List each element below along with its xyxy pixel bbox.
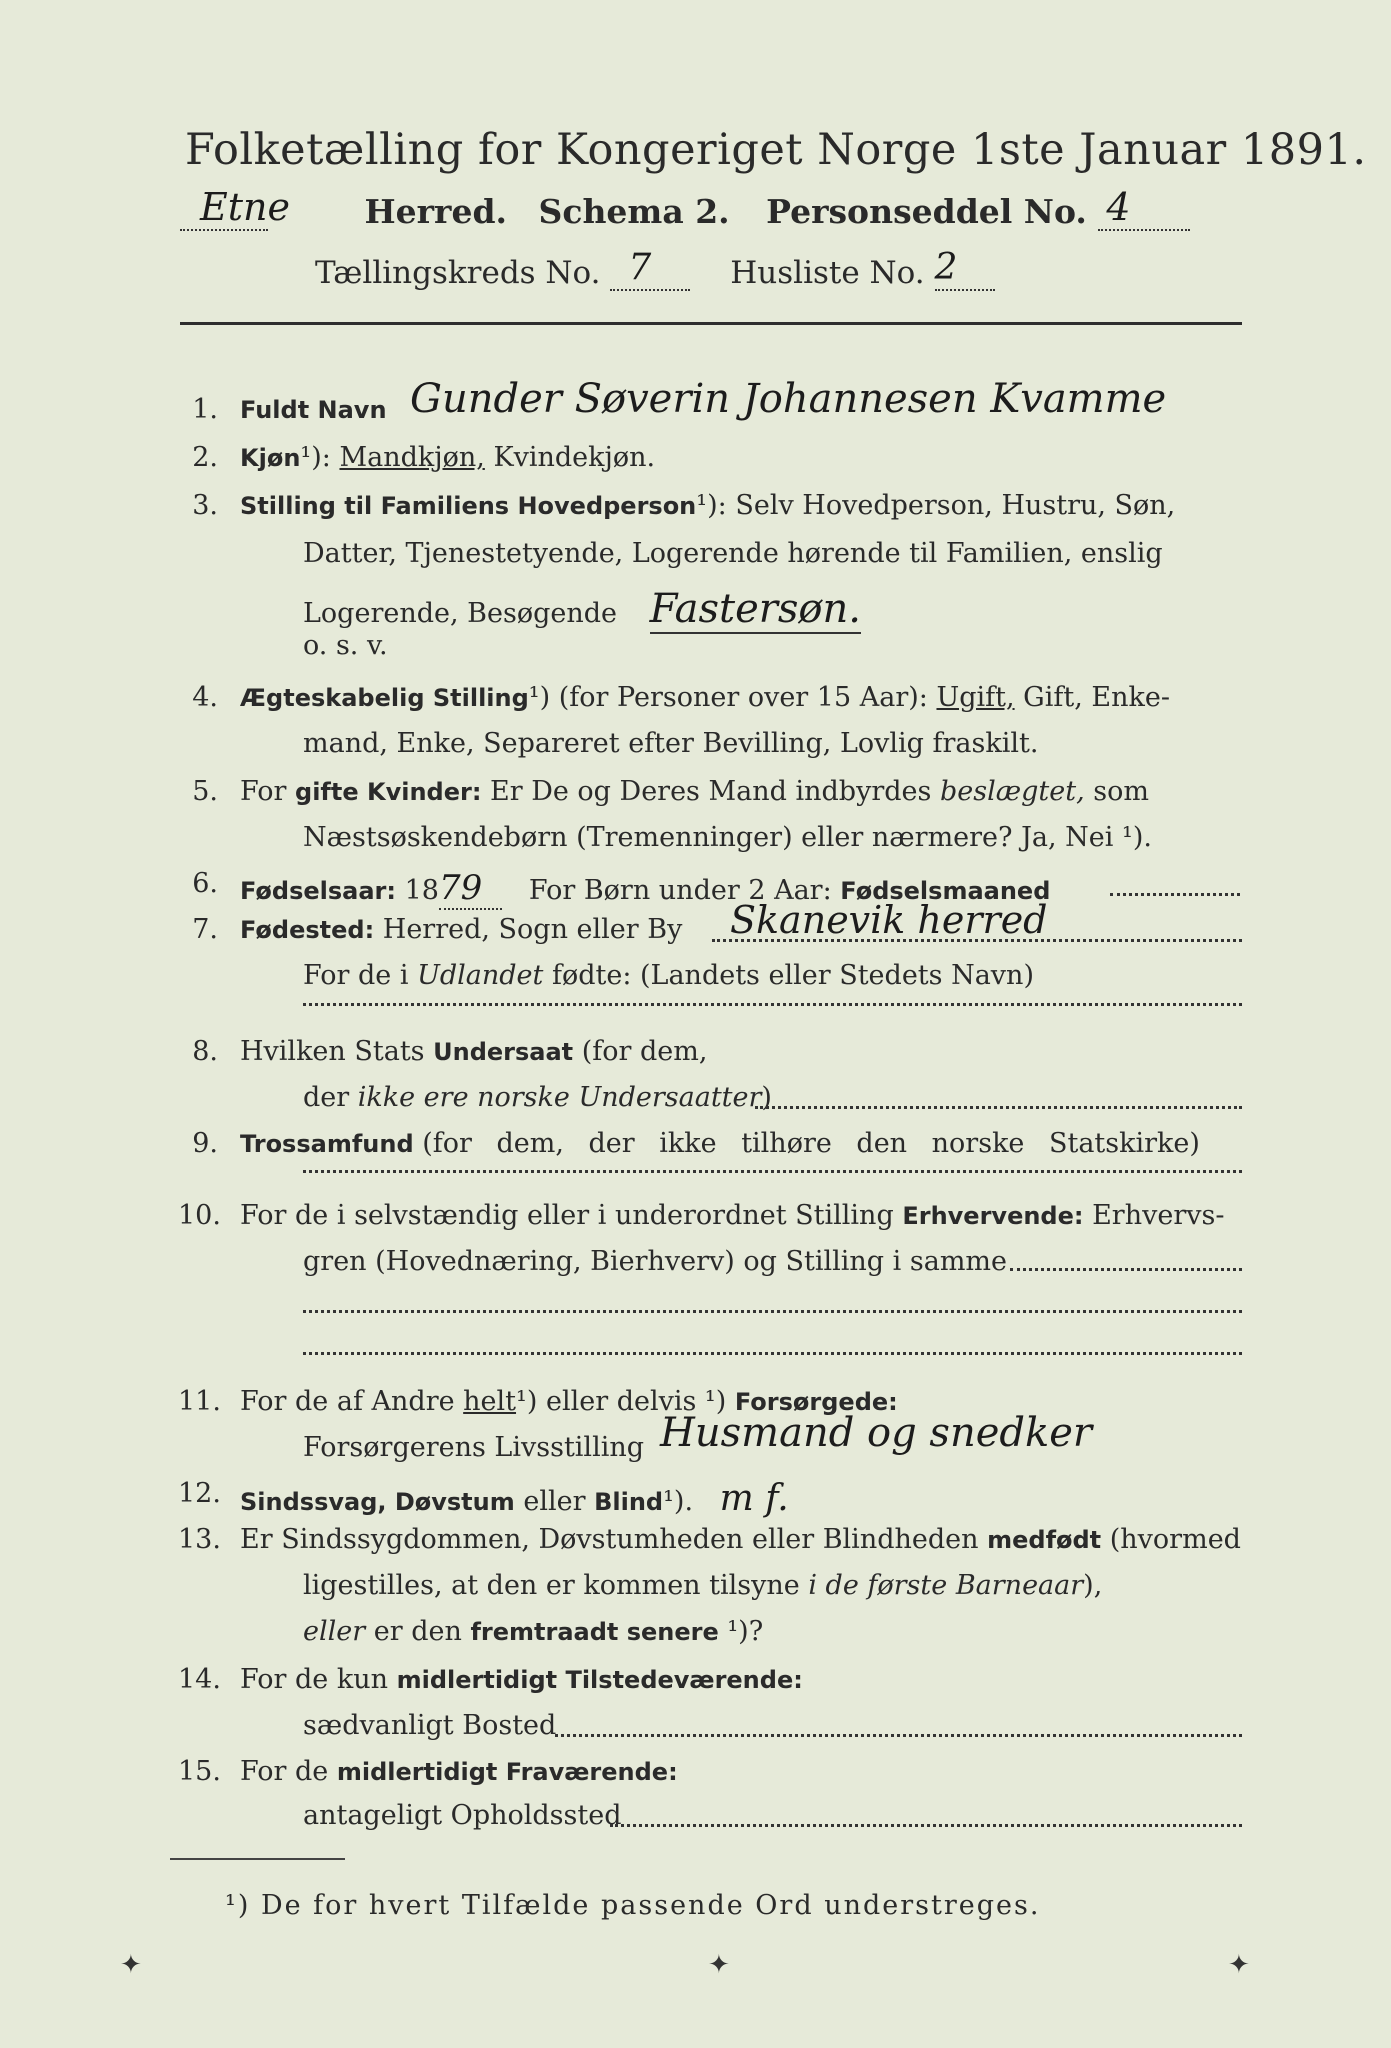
item-13-line2: ligestilles, at den er kommen tilsyne i de første Barneaar), — [303, 1570, 1103, 1601]
footnote: ¹) De for hvert Tilfælde passende Ord understreges. — [225, 1890, 1041, 1921]
item-3-line4: o. s. v. — [303, 630, 388, 661]
husliste-label: Husliste No. — [730, 255, 925, 291]
item-4-line1: Ægteskabelig Stilling¹) (for Personer over 15 Aar): Ugift, Gift, Enke- — [240, 682, 1170, 713]
item-7-line2: For de i Udlandet fødte: (Landets eller Stedets Navn) — [303, 960, 1034, 991]
item-1-label: Fuldt Navn — [240, 396, 387, 424]
herred-field[interactable] — [180, 185, 290, 231]
item-6-text: Fødselsaar: 1879 For Børn under 2 Aar: Fødselsmaaned — [240, 868, 1051, 908]
item-number: 7. — [192, 914, 218, 945]
herred-line — [180, 185, 1240, 232]
item-15-line1: For de midlertidigt Fraværende: — [240, 1756, 678, 1787]
form-title: Folketælling for Kongeriget Norge 1ste Januar 1891. — [185, 125, 1367, 175]
item-8-line1: Hvilken Stats Undersaat (for dem, — [240, 1036, 708, 1067]
nationality-field[interactable] — [755, 1106, 1242, 1109]
item-number: 12. — [178, 1478, 221, 1509]
stilling-value[interactable]: Fastersøn. — [649, 586, 861, 632]
provider-occupation-value[interactable]: Husmand og snedker — [660, 1410, 1093, 1456]
occupation-field-3[interactable] — [303, 1352, 1242, 1355]
birth-year-value[interactable]: 79 — [439, 868, 502, 910]
item-number: 2. — [192, 442, 218, 473]
disability-value[interactable]: m f. — [719, 1478, 789, 1519]
birthplace-field — [712, 939, 1242, 942]
footnote-rule — [170, 1858, 345, 1860]
personseddel-no: 4 — [1106, 185, 1131, 229]
kreds-field[interactable] — [610, 247, 690, 291]
item-3-line2: Datter, Tjenestetyende, Logerende hørende til Familien, enslig — [303, 538, 1163, 569]
occupation-field-2[interactable] — [303, 1310, 1242, 1313]
item-5-line1: For gifte Kvinder: Er De og Deres Mand indbyrdes beslægtet, som — [240, 776, 1149, 807]
temporary-residence-field[interactable] — [610, 1824, 1242, 1827]
item-number: 13. — [178, 1524, 221, 1555]
husliste-field[interactable] — [934, 247, 995, 291]
item-3-line3: Logerende, Besøgende Fastersøn. — [303, 586, 861, 632]
item-14-line1: For de kun midlertidigt Tilstedeværende: — [240, 1664, 803, 1695]
item-number: 8. — [192, 1036, 218, 1067]
item-number: 9. — [192, 1128, 218, 1159]
usual-residence-field[interactable] — [555, 1734, 1242, 1737]
item-9-line1: Trossamfund (for dem, der ikke tilhøre den norske Statskirke) — [240, 1128, 1200, 1159]
item-10-line2: gren (Hovednæring, Bierhverv) og Stilling i samme — [303, 1246, 1008, 1277]
birth-month-field[interactable] — [1110, 893, 1240, 896]
forsorget-selected-option: helt — [463, 1386, 517, 1417]
item-7-line1: Fødested: Herred, Sogn eller By — [240, 914, 683, 945]
item-8-line2: der ikke ere norske Undersaatter) — [303, 1082, 772, 1113]
personseddel-field[interactable] — [1098, 185, 1190, 231]
item-number: 5. — [192, 776, 218, 807]
item-number: 3. — [192, 490, 218, 521]
item-4-line2: mand, Enke, Separeret efter Bevilling, Lovlig fraskilt. — [303, 728, 1039, 759]
item-13-line3: eller er den fremtraadt senere ¹)? — [303, 1616, 764, 1647]
registration-mark-icon: ✦ — [120, 1950, 142, 1980]
item-number: 6. — [192, 868, 218, 899]
registration-mark-icon: ✦ — [1228, 1950, 1250, 1980]
item-3-line1: Stilling til Familiens Hovedperson¹): Selv Hovedperson, Hustru, Søn, — [240, 490, 1176, 521]
religion-field[interactable] — [303, 1170, 1242, 1173]
item-11-line2: Forsørgerens Livsstilling — [303, 1432, 645, 1463]
item-15-line2: antageligt Opholdssted — [303, 1800, 622, 1831]
header-rule — [180, 322, 1242, 325]
item-number: 4. — [192, 682, 218, 713]
kreds-line — [315, 247, 995, 291]
kreds-label: Tællingskreds No. — [315, 255, 601, 291]
item-2-text: Kjøn¹): Mandkjøn, Kvindekjøn. — [240, 442, 656, 473]
herred-label: Herred. — [364, 192, 508, 231]
item-5-line2: Næstsøskendebørn (Tremenninger) eller nærmere? Ja, Nei ¹). — [303, 822, 1152, 853]
item-11-line1: For de af Andre helt¹) eller delvis ¹) Forsørgede: — [240, 1386, 898, 1417]
occupation-field-1[interactable] — [1010, 1268, 1242, 1271]
item-number: 1. — [192, 394, 218, 425]
kjon-selected-option: Mandkjøn, — [339, 442, 485, 473]
item-number: 10. — [178, 1200, 221, 1231]
schema-label: Schema 2. — [538, 192, 730, 231]
item-number: 15. — [178, 1756, 221, 1787]
marital-selected-option: Ugift, — [936, 682, 1015, 713]
full-name-value[interactable]: Gunder Søverin Johannesen Kvamme — [410, 376, 1167, 422]
husliste-no: 2 — [934, 247, 958, 288]
kreds-no: 7 — [628, 247, 652, 288]
item-14-line2: sædvanligt Bosted — [303, 1710, 557, 1741]
item-number: 11. — [178, 1386, 221, 1417]
item-number: 14. — [178, 1664, 221, 1695]
registration-mark-icon: ✦ — [708, 1950, 730, 1980]
item-13-line1: Er Sindssygdommen, Døvstumheden eller Blindheden medfødt (hvormed — [240, 1524, 1241, 1555]
herred-handwritten: Etne — [200, 185, 290, 229]
item-12-text: Sindssvag, Døvstum eller Blind¹). m f. — [240, 1478, 789, 1519]
foreign-birthplace-field[interactable] — [303, 1003, 1242, 1006]
birthplace-value[interactable]: Skanevik herred — [730, 898, 1048, 942]
personseddel-label: Personseddel No. — [766, 192, 1087, 231]
item-10-line1: For de i selvstændig eller i underordnet Stilling Erhvervende: Erhvervs- — [240, 1200, 1225, 1231]
